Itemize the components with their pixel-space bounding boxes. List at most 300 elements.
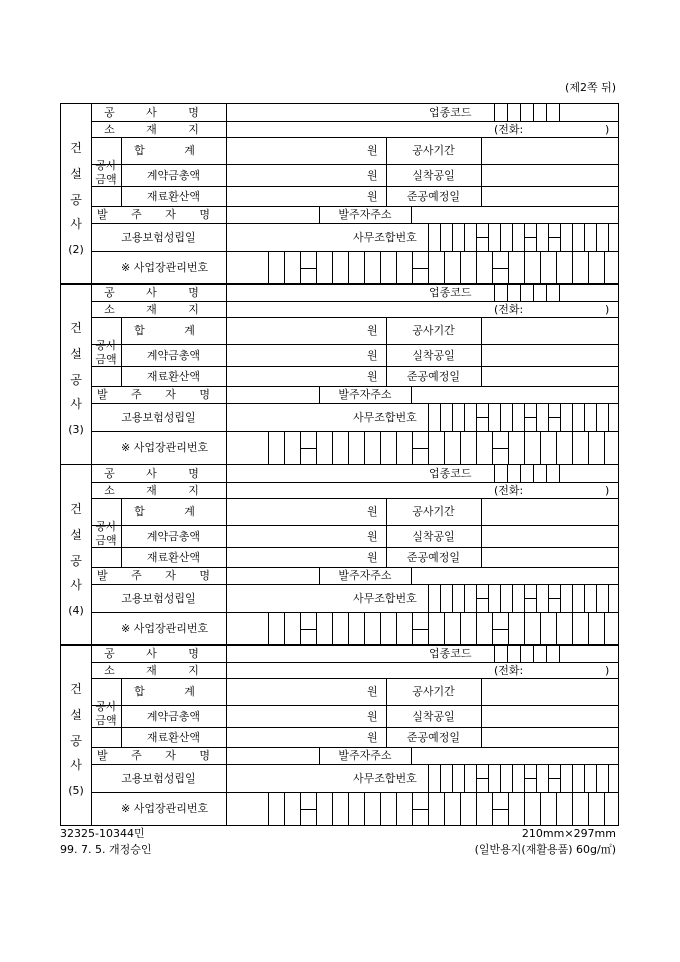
total-amount-field[interactable] <box>227 678 362 705</box>
office-number-box[interactable] <box>549 764 561 792</box>
office-number-box[interactable] <box>489 403 501 431</box>
office-number-box[interactable] <box>489 764 501 792</box>
business-mgmt-box[interactable] <box>541 792 557 825</box>
insurance-date-field[interactable] <box>227 223 352 251</box>
client-address-field[interactable] <box>412 206 617 223</box>
business-mgmt-box[interactable] <box>429 251 445 284</box>
office-number-box[interactable] <box>597 584 609 612</box>
industry-code-label: 업종코드 <box>429 106 472 119</box>
business-mgmt-box[interactable] <box>477 612 493 645</box>
contract-amount-field[interactable] <box>227 705 362 727</box>
client-name-label: 발 주 자 명 <box>97 749 220 762</box>
business-mgmt-box[interactable] <box>413 431 429 464</box>
project-name-field[interactable] <box>227 104 427 121</box>
office-number-box[interactable] <box>585 403 597 431</box>
office-number-box[interactable] <box>477 223 489 251</box>
office-number-box[interactable] <box>477 764 489 792</box>
business-mgmt-box[interactable] <box>333 251 349 284</box>
industry-code-box[interactable] <box>508 645 521 662</box>
business-mgmt-box[interactable] <box>445 251 461 284</box>
office-number-box[interactable] <box>453 764 465 792</box>
business-mgmt-box[interactable] <box>285 251 301 284</box>
approval-note: 99. 7. 5. 개정승인 <box>60 843 152 856</box>
location-field[interactable] <box>227 662 487 678</box>
business-mgmt-box[interactable] <box>573 431 589 464</box>
business-mgmt-box[interactable] <box>573 612 589 645</box>
office-number-box[interactable] <box>597 764 609 792</box>
office-number-box[interactable] <box>489 584 501 612</box>
business-mgmt-box[interactable] <box>413 612 429 645</box>
office-number-box[interactable] <box>537 764 549 792</box>
side-title-char: 설 <box>70 528 82 542</box>
location-label: 소 재 지 <box>104 664 213 677</box>
won-unit: 원 <box>367 324 378 337</box>
office-number-box[interactable] <box>573 403 585 431</box>
office-number-box[interactable] <box>501 764 513 792</box>
office-number-box[interactable] <box>573 223 585 251</box>
dash-separator <box>549 598 560 599</box>
industry-code-box[interactable] <box>547 645 560 662</box>
insurance-date-label: 고용보험성립일 <box>121 411 196 424</box>
start-date-field[interactable] <box>482 164 617 186</box>
insurance-date-label: 고용보험성립일 <box>121 772 196 785</box>
business-mgmt-box[interactable] <box>333 792 349 825</box>
business-mgmt-box[interactable] <box>301 792 317 825</box>
business-mgmt-box[interactable] <box>509 431 525 464</box>
office-number-box[interactable] <box>429 764 441 792</box>
dash-separator <box>493 448 508 449</box>
location-field[interactable] <box>227 482 487 498</box>
material-conversion-label: 재료환산액 <box>146 731 201 744</box>
won-unit: 원 <box>367 349 378 362</box>
period-label: 공사기간 <box>412 685 455 698</box>
business-mgmt-box[interactable] <box>413 251 429 284</box>
office-number-label: 사무조합번호 <box>353 772 417 785</box>
business-mgmt-box[interactable] <box>381 792 397 825</box>
office-number-box[interactable] <box>513 584 525 612</box>
side-title-char: 사 <box>70 397 82 411</box>
industry-code-label: 업종코드 <box>429 467 472 480</box>
office-number-box[interactable] <box>513 403 525 431</box>
period-label: 공사기간 <box>412 324 455 337</box>
business-mgmt-box[interactable] <box>429 612 445 645</box>
business-mgmt-box[interactable] <box>349 792 365 825</box>
business-mgmt-box[interactable] <box>493 612 509 645</box>
business-mgmt-box[interactable] <box>333 431 349 464</box>
client-name-label: 발 주 자 명 <box>97 569 220 582</box>
business-mgmt-box[interactable] <box>573 792 589 825</box>
grid-line <box>226 792 227 825</box>
business-mgmt-box[interactable] <box>573 251 589 284</box>
office-number-label: 사무조합번호 <box>353 411 417 424</box>
completion-date-field[interactable] <box>482 727 617 747</box>
business-mgmt-box[interactable] <box>589 612 605 645</box>
industry-code-box[interactable] <box>534 465 547 482</box>
office-number-box[interactable] <box>537 403 549 431</box>
client-address-field[interactable] <box>412 567 617 584</box>
business-mgmt-box[interactable] <box>589 792 605 825</box>
industry-code-box[interactable] <box>495 645 508 662</box>
project-name-label: 공 사 명 <box>104 467 213 480</box>
office-number-box[interactable] <box>441 764 453 792</box>
business-mgmt-box[interactable] <box>301 612 317 645</box>
office-number-box[interactable] <box>573 764 585 792</box>
completion-date-field[interactable] <box>482 366 617 386</box>
business-mgmt-box[interactable] <box>557 792 573 825</box>
business-mgmt-box[interactable] <box>445 792 461 825</box>
business-mgmt-box[interactable] <box>541 612 557 645</box>
dash-separator <box>301 809 316 810</box>
business-mgmt-box[interactable] <box>285 612 301 645</box>
business-mgmt-box[interactable] <box>461 251 477 284</box>
office-number-box[interactable] <box>453 223 465 251</box>
start-date-field[interactable] <box>482 525 617 547</box>
contract-total-label: 계약금총액 <box>146 349 201 362</box>
office-number-box[interactable] <box>441 584 453 612</box>
industry-code-box[interactable] <box>534 284 547 301</box>
grid-line <box>226 251 227 284</box>
side-title-char: 공 <box>70 554 82 568</box>
business-mgmt-label: ※ 사업장관리번호 <box>121 261 209 274</box>
phone-close: ) <box>605 664 610 677</box>
business-mgmt-box[interactable] <box>301 251 317 284</box>
office-number-box[interactable] <box>525 403 537 431</box>
paper-spec: (일반용지(재활용품) 60g/㎡) <box>474 843 616 856</box>
won-unit: 원 <box>367 190 378 203</box>
office-number-box[interactable] <box>537 584 549 612</box>
dash-separator <box>301 448 316 449</box>
business-mgmt-box[interactable] <box>285 431 301 464</box>
side-title-char: 설 <box>70 708 82 722</box>
office-number-box[interactable] <box>561 223 573 251</box>
business-mgmt-box[interactable] <box>589 431 605 464</box>
start-date-field[interactable] <box>482 705 617 727</box>
business-mgmt-box[interactable] <box>365 431 381 464</box>
start-date-label: 실착공일 <box>412 169 455 182</box>
business-mgmt-box[interactable] <box>317 612 333 645</box>
office-number-box[interactable] <box>429 223 441 251</box>
office-number-box[interactable] <box>489 223 501 251</box>
office-number-box[interactable] <box>477 584 489 612</box>
period-field[interactable] <box>482 498 617 525</box>
office-number-box[interactable] <box>501 223 513 251</box>
won-unit: 원 <box>367 551 378 564</box>
business-mgmt-box[interactable] <box>381 612 397 645</box>
office-number-box[interactable] <box>525 584 537 612</box>
project-name-field[interactable] <box>227 645 427 662</box>
client-address-label: 발주자주소 <box>338 388 392 401</box>
location-label: 소 재 지 <box>104 484 213 497</box>
business-mgmt-box[interactable] <box>541 431 557 464</box>
dash-separator <box>301 268 316 269</box>
project-name-label: 공 사 명 <box>104 286 213 299</box>
construction-project-block <box>60 103 619 285</box>
dash-separator <box>525 417 536 418</box>
contract-amount-field[interactable] <box>227 344 362 366</box>
business-mgmt-box[interactable] <box>509 792 525 825</box>
insurance-date-field[interactable] <box>227 764 352 792</box>
client-name-field[interactable] <box>227 206 319 223</box>
business-mgmt-box[interactable] <box>445 612 461 645</box>
industry-code-box[interactable] <box>534 104 547 121</box>
industry-code-box[interactable] <box>521 465 534 482</box>
business-mgmt-box[interactable] <box>269 431 285 464</box>
office-number-box[interactable] <box>585 764 597 792</box>
industry-code-box[interactable] <box>547 284 560 301</box>
material-amount-field[interactable] <box>227 186 362 206</box>
industry-code-box[interactable] <box>508 104 521 121</box>
office-number-box[interactable] <box>453 403 465 431</box>
contract-amount-field[interactable] <box>227 525 362 547</box>
office-number-box[interactable] <box>465 403 477 431</box>
office-number-box[interactable] <box>429 584 441 612</box>
dash-separator <box>525 598 536 599</box>
business-mgmt-label: ※ 사업장관리번호 <box>121 622 209 635</box>
business-mgmt-box[interactable] <box>317 792 333 825</box>
grid-line <box>226 431 227 464</box>
client-name-field[interactable] <box>227 747 319 764</box>
office-number-box[interactable] <box>573 584 585 612</box>
location-field[interactable] <box>227 301 487 317</box>
office-number-box[interactable] <box>549 584 561 612</box>
phone-label: (전화: <box>494 123 524 136</box>
contract-amount-field[interactable] <box>227 164 362 186</box>
construction-project-block <box>60 644 619 826</box>
completion-date-field[interactable] <box>482 547 617 567</box>
business-mgmt-box[interactable] <box>461 612 477 645</box>
won-unit: 원 <box>367 530 378 543</box>
business-mgmt-box[interactable] <box>365 251 381 284</box>
total-label: 합 계 <box>134 685 213 698</box>
dash-separator <box>477 237 488 238</box>
won-unit: 원 <box>367 731 378 744</box>
won-unit: 원 <box>367 710 378 723</box>
total-label: 합 계 <box>134 324 213 337</box>
industry-code-box[interactable] <box>495 104 508 121</box>
office-number-box[interactable] <box>441 403 453 431</box>
phone-label: (전화: <box>494 484 524 497</box>
industry-code-box[interactable] <box>495 284 508 301</box>
industry-code-label: 업종코드 <box>429 647 472 660</box>
total-amount-field[interactable] <box>227 498 362 525</box>
project-number: (3) <box>68 423 84 436</box>
amount-group-label: 공사금액 <box>95 520 117 547</box>
material-amount-field[interactable] <box>227 366 362 386</box>
side-title-char: 사 <box>70 217 82 231</box>
side-title-char: 건 <box>70 682 82 696</box>
business-mgmt-box[interactable] <box>477 431 493 464</box>
dash-separator <box>477 778 488 779</box>
construction-project-block <box>60 283 619 465</box>
client-address-label: 발주자주소 <box>338 569 392 582</box>
project-name-field[interactable] <box>227 465 427 482</box>
business-mgmt-box[interactable] <box>317 251 333 284</box>
business-mgmt-box[interactable] <box>429 431 445 464</box>
office-number-box[interactable] <box>465 223 477 251</box>
grid-line <box>226 612 227 645</box>
business-mgmt-box[interactable] <box>349 431 365 464</box>
business-mgmt-box[interactable] <box>397 251 413 284</box>
business-mgmt-box[interactable] <box>365 612 381 645</box>
business-mgmt-box[interactable] <box>525 251 541 284</box>
construction-project-block <box>60 464 619 646</box>
office-number-box[interactable] <box>465 764 477 792</box>
project-number: (2) <box>68 243 84 256</box>
business-mgmt-box[interactable] <box>477 251 493 284</box>
business-mgmt-box[interactable] <box>397 612 413 645</box>
business-mgmt-box[interactable] <box>333 612 349 645</box>
office-number-box[interactable] <box>513 223 525 251</box>
business-mgmt-box[interactable] <box>461 792 477 825</box>
office-number-box[interactable] <box>561 764 573 792</box>
total-amount-field[interactable] <box>227 317 362 344</box>
office-number-box[interactable] <box>501 403 513 431</box>
business-mgmt-box[interactable] <box>269 251 285 284</box>
business-mgmt-box[interactable] <box>557 251 573 284</box>
client-name-field[interactable] <box>227 567 319 584</box>
start-date-label: 실착공일 <box>412 710 455 723</box>
business-mgmt-label: ※ 사업장관리번호 <box>121 802 209 815</box>
total-amount-field[interactable] <box>227 137 362 164</box>
project-name-field[interactable] <box>227 284 427 301</box>
office-number-box[interactable] <box>453 584 465 612</box>
location-field[interactable] <box>227 121 487 137</box>
business-mgmt-box[interactable] <box>493 792 509 825</box>
won-unit: 원 <box>367 144 378 157</box>
business-mgmt-box[interactable] <box>445 431 461 464</box>
dash-separator <box>493 809 508 810</box>
project-name-label: 공 사 명 <box>104 106 213 119</box>
phone-close: ) <box>605 484 610 497</box>
won-unit: 원 <box>367 685 378 698</box>
client-address-field[interactable] <box>412 747 617 764</box>
office-number-box[interactable] <box>585 223 597 251</box>
office-number-label: 사무조합번호 <box>353 231 417 244</box>
page-header: (제2쪽 뒤) <box>565 81 616 94</box>
period-field[interactable] <box>482 317 617 344</box>
business-mgmt-box[interactable] <box>525 792 541 825</box>
office-number-box[interactable] <box>465 584 477 612</box>
business-mgmt-box[interactable] <box>429 792 445 825</box>
office-number-box[interactable] <box>549 403 561 431</box>
business-mgmt-box[interactable] <box>349 251 365 284</box>
industry-code-box[interactable] <box>508 465 521 482</box>
start-date-label: 실착공일 <box>412 530 455 543</box>
industry-code-box[interactable] <box>521 284 534 301</box>
dash-separator <box>549 237 560 238</box>
planned-completion-label: 준공예정일 <box>406 551 461 564</box>
completion-date-field[interactable] <box>482 186 617 206</box>
business-mgmt-box[interactable] <box>413 792 429 825</box>
industry-code-box[interactable] <box>534 645 547 662</box>
industry-code-box[interactable] <box>495 465 508 482</box>
business-mgmt-box[interactable] <box>269 612 285 645</box>
business-mgmt-box[interactable] <box>557 431 573 464</box>
insurance-date-field[interactable] <box>227 584 352 612</box>
industry-code-box[interactable] <box>547 465 560 482</box>
start-date-label: 실착공일 <box>412 349 455 362</box>
business-mgmt-box[interactable] <box>589 251 605 284</box>
office-number-box[interactable] <box>513 764 525 792</box>
contract-total-label: 계약금총액 <box>146 710 201 723</box>
office-number-box[interactable] <box>597 223 609 251</box>
material-amount-field[interactable] <box>227 727 362 747</box>
period-field[interactable] <box>482 137 617 164</box>
business-mgmt-box[interactable] <box>381 431 397 464</box>
business-mgmt-box[interactable] <box>349 612 365 645</box>
industry-code-box[interactable] <box>521 104 534 121</box>
total-label: 합 계 <box>134 505 213 518</box>
insurance-date-label: 고용보험성립일 <box>121 231 196 244</box>
business-mgmt-box[interactable] <box>365 792 381 825</box>
office-number-box[interactable] <box>549 223 561 251</box>
start-date-field[interactable] <box>482 344 617 366</box>
insurance-date-label: 고용보험성립일 <box>121 592 196 605</box>
industry-code-box[interactable] <box>508 284 521 301</box>
business-mgmt-box[interactable] <box>541 251 557 284</box>
office-number-box[interactable] <box>477 403 489 431</box>
client-name-field[interactable] <box>227 386 319 403</box>
business-mgmt-box[interactable] <box>301 431 317 464</box>
business-mgmt-box[interactable] <box>381 251 397 284</box>
office-number-box[interactable] <box>561 584 573 612</box>
business-mgmt-box[interactable] <box>525 431 541 464</box>
business-mgmt-box[interactable] <box>397 431 413 464</box>
planned-completion-label: 준공예정일 <box>406 731 461 744</box>
location-label: 소 재 지 <box>104 123 213 136</box>
dash-separator <box>413 809 428 810</box>
business-mgmt-box[interactable] <box>285 792 301 825</box>
business-mgmt-box[interactable] <box>461 431 477 464</box>
material-conversion-label: 재료환산액 <box>146 370 201 383</box>
business-mgmt-box[interactable] <box>557 612 573 645</box>
side-title-char: 건 <box>70 502 82 516</box>
dash-separator <box>549 417 560 418</box>
business-mgmt-box[interactable] <box>493 251 509 284</box>
office-number-box[interactable] <box>561 403 573 431</box>
client-address-field[interactable] <box>412 386 617 403</box>
office-number-box[interactable] <box>525 764 537 792</box>
period-field[interactable] <box>482 678 617 705</box>
project-name-label: 공 사 명 <box>104 647 213 660</box>
amount-group-label: 공사금액 <box>95 339 117 366</box>
industry-code-box[interactable] <box>521 645 534 662</box>
insurance-date-field[interactable] <box>227 403 352 431</box>
business-mgmt-box[interactable] <box>493 431 509 464</box>
office-number-box[interactable] <box>429 403 441 431</box>
business-mgmt-box[interactable] <box>509 251 525 284</box>
material-amount-field[interactable] <box>227 547 362 567</box>
office-number-box[interactable] <box>537 223 549 251</box>
phone-label: (전화: <box>494 303 524 316</box>
office-number-box[interactable] <box>501 584 513 612</box>
business-mgmt-box[interactable] <box>397 792 413 825</box>
industry-code-box[interactable] <box>547 104 560 121</box>
business-mgmt-box[interactable] <box>269 792 285 825</box>
business-mgmt-box[interactable] <box>477 792 493 825</box>
business-mgmt-box[interactable] <box>509 612 525 645</box>
business-mgmt-box[interactable] <box>525 612 541 645</box>
client-name-label: 발 주 자 명 <box>97 208 220 221</box>
office-number-box[interactable] <box>441 223 453 251</box>
side-title-char: 설 <box>70 347 82 361</box>
office-number-box[interactable] <box>525 223 537 251</box>
material-conversion-label: 재료환산액 <box>146 551 201 564</box>
business-mgmt-box[interactable] <box>317 431 333 464</box>
form-code: 32325-10344민 <box>60 827 145 840</box>
office-number-box[interactable] <box>585 584 597 612</box>
office-number-box[interactable] <box>597 403 609 431</box>
